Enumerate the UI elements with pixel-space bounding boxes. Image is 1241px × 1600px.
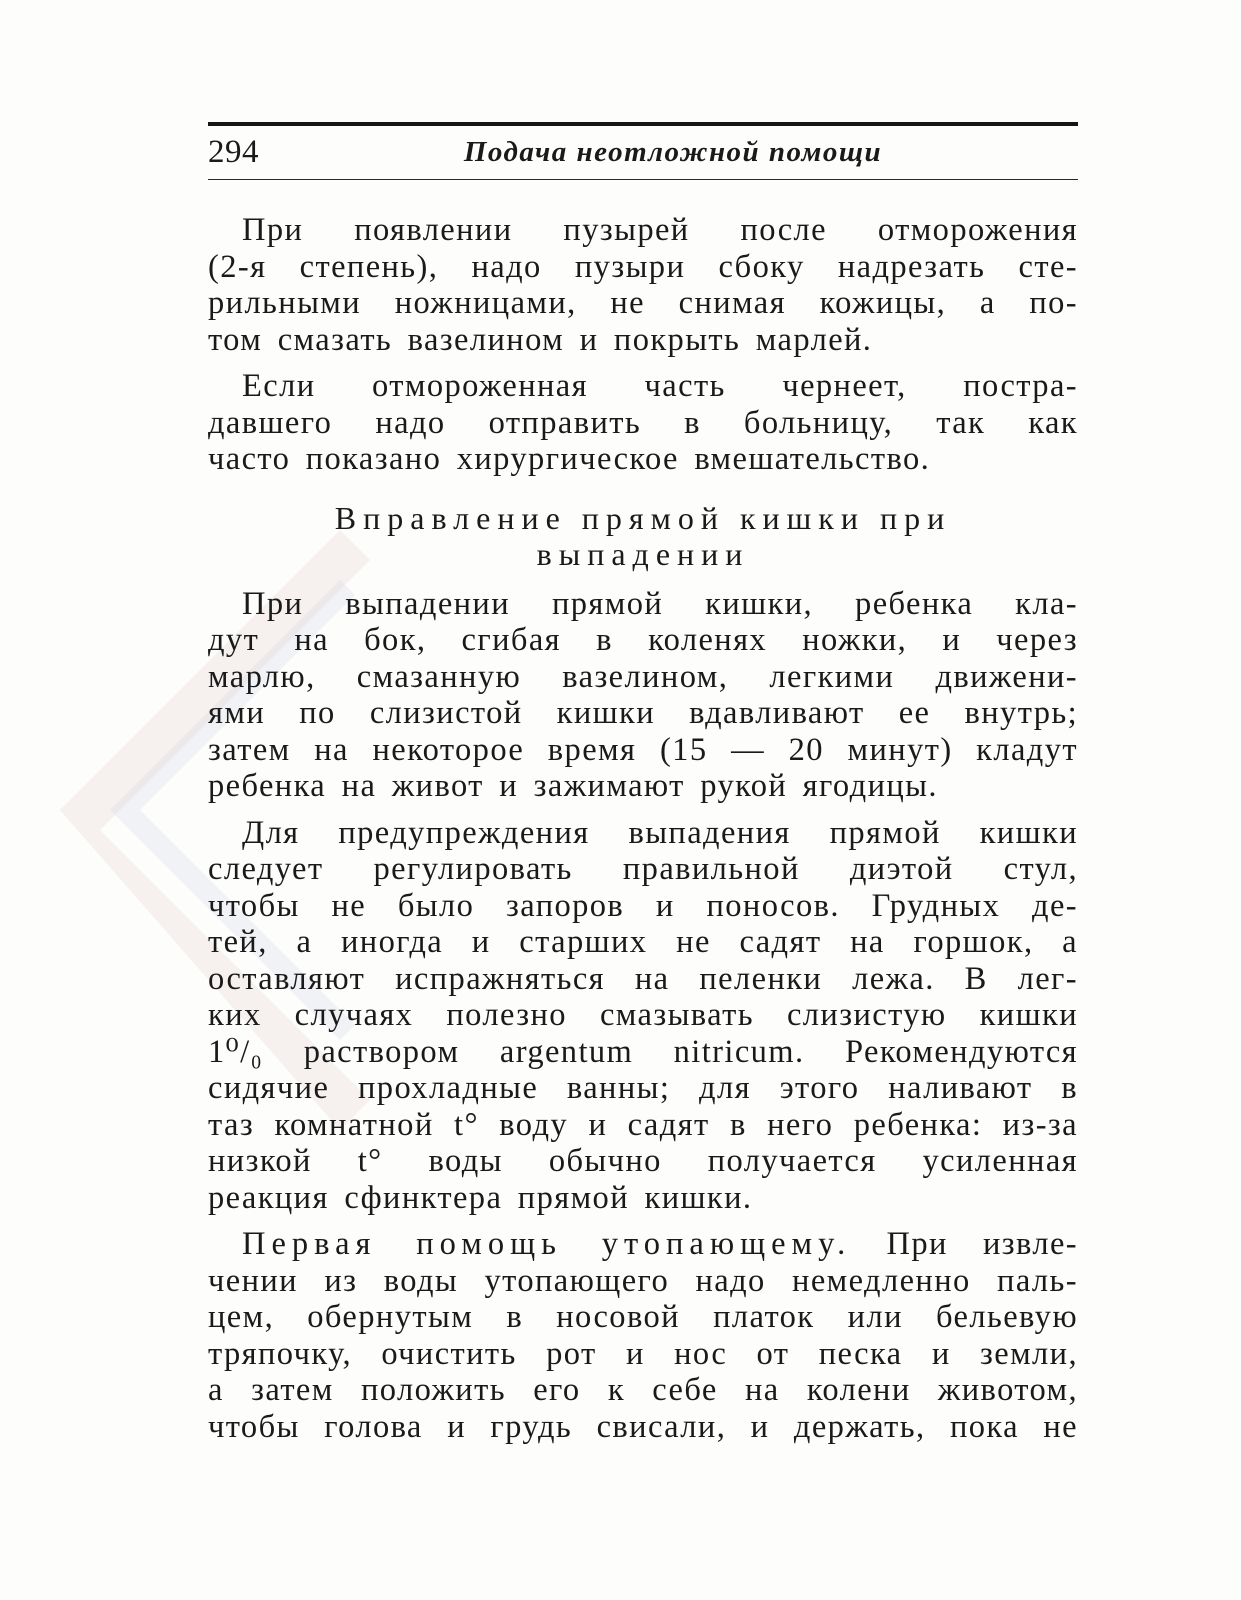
paragraph-blisters	[208, 212, 1078, 358]
text-line: ребенка на живот и зажимают рукой ягодицы.	[208, 768, 938, 804]
text-line: ями по слизистой кишки вдавливают ее внутрь;	[208, 695, 1078, 731]
text-line: реакция сфинктера прямой кишки.	[208, 1179, 753, 1216]
text-line: Если отмороженная часть чернеет, постра-	[242, 368, 1078, 404]
text-line: чтобы не было запоров и поносов. Грудных де-	[208, 887, 1078, 924]
text-line: дут на бок, сгибая в коленях ножки, и через	[208, 622, 1078, 658]
text-line: 1⁰/₀ раствором argentum nitricum. Рекомендуются	[208, 1033, 1078, 1070]
paragraph-drowning	[208, 1226, 1078, 1445]
text-line: таз комнатной t° воду и садят в него ребенка: из-за	[208, 1106, 1078, 1143]
section-heading	[208, 500, 1078, 572]
section-heading-line: Вправление прямой кишки при	[334, 499, 952, 536]
text-line: чении из воды утопающего надо немедленно паль-	[208, 1262, 1078, 1299]
text-line: марлю, смазанную вазелином, легкими движени-	[208, 658, 1078, 695]
text-line: При появлении пузырей после отморожения	[242, 212, 1078, 248]
text-line	[208, 1226, 1078, 1263]
running-title: Подача неотложной помощи	[463, 136, 883, 168]
text-line: затем на некоторое время (15 — 20 минут) кладут	[208, 731, 1078, 768]
text-line: тряпочку, очистить рот и нос от песка и земли,	[208, 1335, 1078, 1372]
lead-in-phrase: Первая помощь утопающему.	[242, 1226, 852, 1262]
page-number: 294	[208, 134, 259, 170]
text-line: При выпадении прямой кишки, ребенка кла-	[242, 585, 1078, 622]
text-line: цем, обернутым в носовой платок или бельевую	[208, 1299, 1078, 1335]
text-fragment: При извле-	[851, 1226, 1078, 1262]
text-line: ких случаях полезно смазывать слизистую кишки	[208, 997, 1078, 1033]
text-line: сидячие прохладные ванны; для этого наливают в	[208, 1070, 1078, 1106]
paragraph-prevention	[208, 815, 1078, 1217]
text-line: давшего надо отправить в больницу, так как	[208, 404, 1078, 441]
paragraph-prolapse	[208, 586, 1078, 805]
text-line: рильными ножницами, не снимая кожицы, а по-	[208, 285, 1078, 321]
page-header	[208, 122, 1078, 180]
section-heading-line: выпадении	[536, 535, 750, 572]
body-text	[208, 212, 1078, 1455]
text-line: (2-я степень), надо пузыри сбоку надрезать сте-	[208, 248, 1078, 285]
text-line: следует регулировать правильной диэтой стул,	[208, 851, 1078, 887]
text-line: том смазать вазелином и покрыть марлей.	[208, 321, 873, 358]
text-line: тей, а иногда и старших не садят на горшок, а	[208, 924, 1078, 960]
text-line: чтобы голова и грудь свисали, и держать, пока не	[208, 1408, 1078, 1445]
text-line: а затем положить его к себе на колени животом,	[208, 1372, 1078, 1408]
text-line: Для предупреждения выпадения прямой кишки	[242, 814, 1078, 851]
text-line: часто показано хирургическое вмешательство.	[208, 441, 931, 477]
text-line: оставляют испражняться на пеленки лежа. В лег-	[208, 960, 1078, 997]
text-line: низкой t° воды обычно получается усиленная	[208, 1143, 1078, 1179]
paragraph-blackening	[208, 368, 1078, 478]
